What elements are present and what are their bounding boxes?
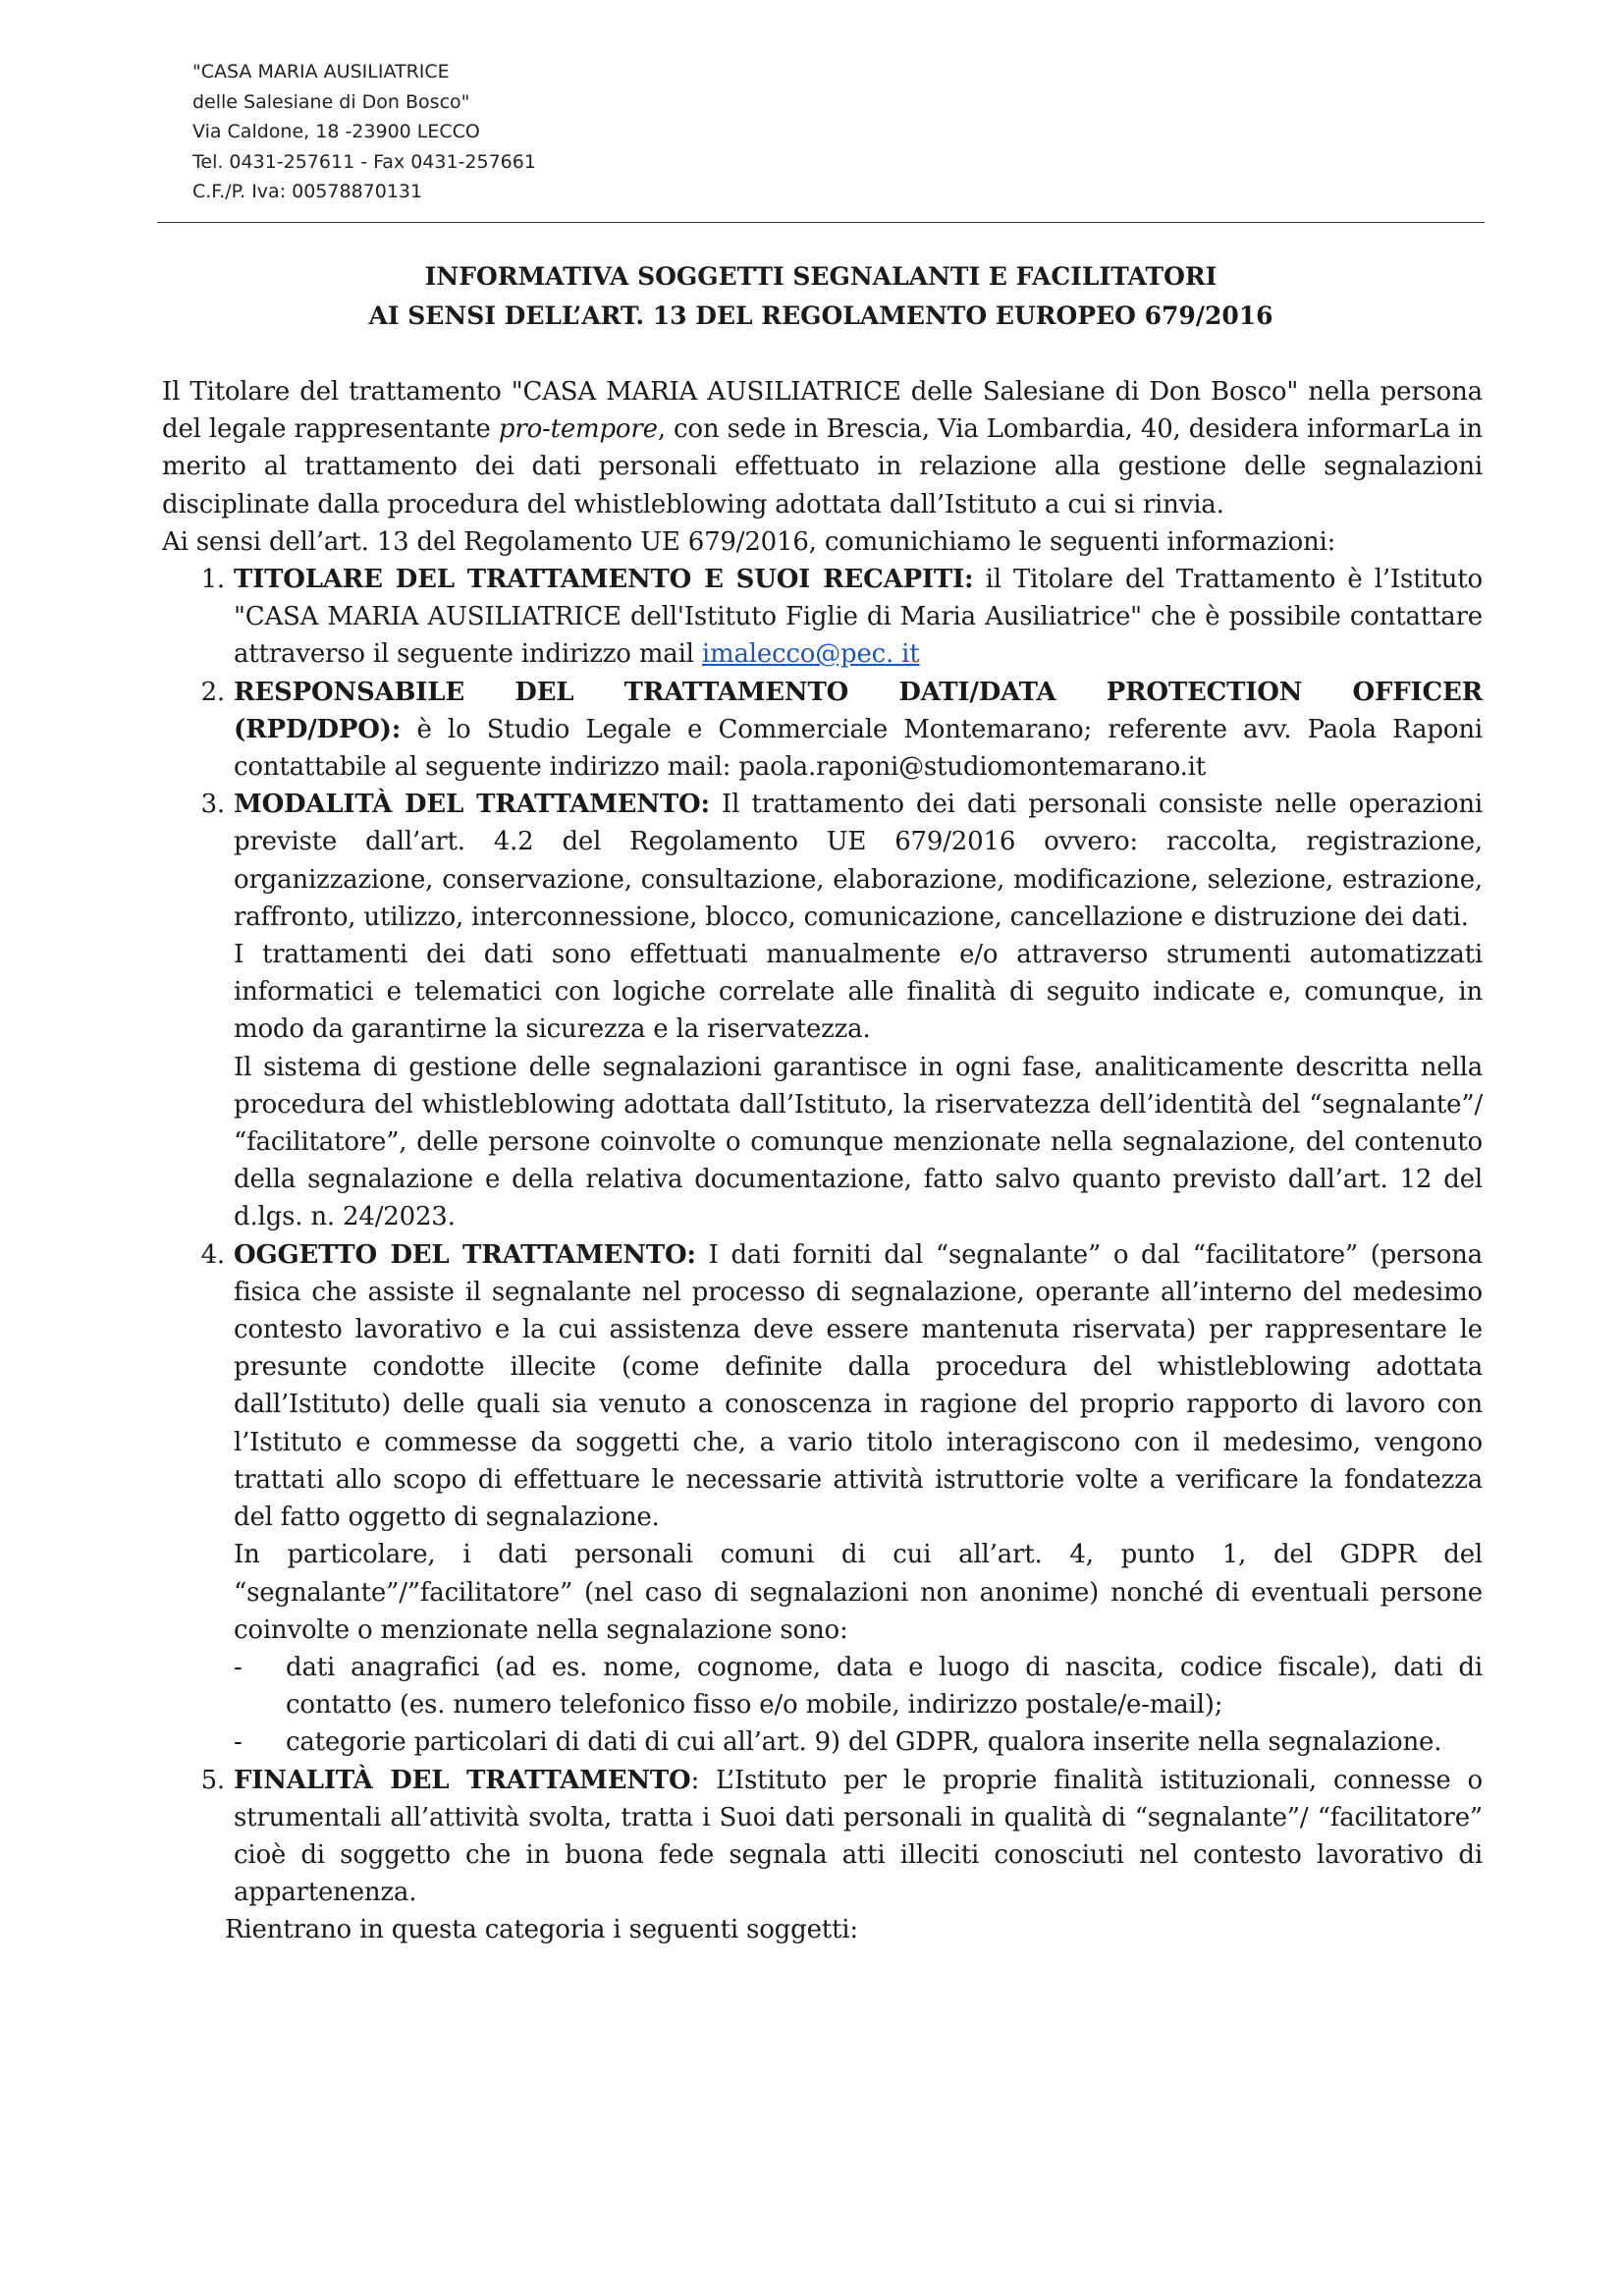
list-item: - dati anagrafici (ad es. nome, cognome, data e luogo di nascita, codice fiscale), dati di contatto (es. numero telefonico fisso e/o mobile, indirizzo postale/e-mail); [234, 1649, 1483, 1723]
intro-lead: Ai sensi dell’art. 13 del Regolamento UE 679/2016, comunichiamo le seguenti informazioni: [162, 526, 1336, 557]
letterhead-phone-fax: Tel. 0431-257611 - Fax 0431-257661 [192, 150, 536, 173]
section-heading: OGGETTO DEL TRATTAMENTO: [234, 1239, 696, 1270]
document-title-line-2: AI SENSI DELL’ART. 13 DEL REGOLAMENTO EUROPEO 679/2016 [368, 301, 1273, 330]
closing-paragraph: Rientrano in questa categoria i seguenti soggetti: [225, 1915, 858, 1945]
letterhead-address: Via Caldone, 18 -23900 LECCO [192, 121, 480, 142]
document-body [162, 373, 1483, 1949]
email-link[interactable]: imalecco@pec. it [701, 639, 920, 670]
section-number: 3. [200, 790, 225, 820]
section-number: 5. [200, 1765, 225, 1795]
list-item: - categorie particolari di dati di cui all’art. 9) del GDPR, qualora inserite nella segnalazione. [234, 1723, 1483, 1761]
letterhead-divider [157, 222, 1485, 223]
letterhead-tax-id: C.F./P. Iva: 00578870131 [192, 181, 423, 202]
intro-emphasis: pro-tempore [498, 414, 658, 445]
letterhead-org-subtitle: delle Salesiane di Don Bosco" [192, 90, 470, 113]
section-paragraph: I trattamenti dei dati sono effettuati manualmente e/o attraverso strumenti automatizzati informatici e telematici con logiche correlate alle finalità di seguito indicate e, comunque, in modo da garantirne la sicurezza e la riservatezza. [234, 940, 1483, 1045]
section-heading: MODALITÀ DEL TRATTAMENTO: [234, 790, 710, 820]
data-categories-list [234, 1649, 1483, 1762]
letterhead-org-name: "CASA MARIA AUSILIATRICE [192, 61, 450, 82]
section-4: 4. OGGETTO DEL TRATTAMENTO: I dati forniti dal “segnalante” o dal “facilitatore” (persona fisica che assiste il segnalante nel processo di segnalazione, operante all’interno del medesimo contesto lavorativo e la cui assistenza deve essere mantenuta riservata) per rappresentare le presunte condotte illecite (come definite dalla procedura del whistleblowing adottata dall’Istituto) delle quali sia venuto a conoscenza in ragione del proprio rapporto di lavoro con l’Istituto e commesse da soggetti che, a vario titolo interagiscono con il medesimo, vengono trattati allo scopo di effettuare le necessarie attività istruttorie volte a verificare la fondatezza del fatto oggetto di segnalazione. In particolare, i dati personali comuni di cui all’art. 4, punto 1, del GDPR del “segnalante”/”facilitatore” (nel caso di segnalazioni non anonime) nonché di eventuali persone coinvolte o menzionate nella segnalazione sono: - dati anagrafici (ad es. nome, cognome, data e luogo di nascita, codice fiscale), dati di contatto (es. numero telefonico fisso e/o mobile, indirizzo postale/e-mail); - categorie particolari di dati di cui all’art. 9) del GDPR, qualora inserite nella segnalazione. [162, 1236, 1483, 1762]
sections-list [162, 561, 1483, 1911]
document-title [157, 257, 1485, 336]
section-heading: FINALITÀ DEL TRATTAMENTO [234, 1765, 691, 1795]
intro-paragraph: Il Titolare del trattamento "CASA MARIA AUSILIATRICE delle Salesiane di Don Bosco" nella persona del legale rappresentante pro-tempore, con sede in Brescia, Via Lombardia, 40, desidera informarLa in merito al trattamento dei dati personali effettuato in relazione alla gestione delle segnalazioni disciplinate dalla procedura del whistleblowing adottata dall’Istituto a cui si rinvia. [162, 377, 1483, 519]
section-paragraph: In particolare, i dati personali comuni di cui all’art. 4, punto 1, del GDPR del “segnalante”/”facilitatore” (nel caso di segnalazioni non anonime) nonché di eventuali persone coinvolte o menzionate nella segnalazione sono: [234, 1540, 1483, 1645]
section-heading: TITOLARE DEL TRATTAMENTO E SUOI RECAPITI: [234, 565, 974, 595]
section-5: 5. FINALITÀ DEL TRATTAMENTO: L’Istituto per le proprie finalità istituzionali, connesse o strumentali all’attività svolta, tratta i Suoi dati personali in qualità di “segnalante”/ “facilitatore” cioè di soggetto che in buona fede segnala atti illeciti conosciuti nel contesto lavorativo di appartenenza. [162, 1762, 1483, 1912]
document-title-line-1: INFORMATIVA SOGGETTI SEGNALANTI E FACILITATORI [424, 262, 1217, 291]
letterhead [192, 57, 536, 207]
section-2: 2. RESPONSABILE DEL TRATTAMENTO DATI/DATA PROTECTION OFFICER (RPD/DPO): è lo Studio Legale e Commerciale Montemarano; referente avv. Paola Raponi contattabile al seguente indirizzo mail: paola.raponi@studiomontemarano.it [162, 674, 1483, 787]
section-3: 3. MODALITÀ DEL TRATTAMENTO: Il trattamento dei dati personali consiste nelle operazioni previste dall’art. 4.2 del Regolamento UE 679/2016 ovvero: raccolta, registrazione, organizzazione, conservazione, consultazione, elaborazione, modificazione, selezione, estrazione, raffronto, utilizzo, interconnessione, blocco, comunicazione, cancellazione e distruzione dei dati. I trattamenti dei dati sono effettuati manualmente e/o attraverso strumenti automatizzati informatici e telematici con logiche correlate alle finalità di seguito indicate e, comunque, in modo da garantirne la sicurezza e la riservatezza. Il sistema di gestione delle segnalazioni garantisce in ogni fase, analiticamente descritta nella procedura del whistleblowing adottata dall’Istituto, la riservatezza dell’identità del “segnalante”/ “facilitatore”, delle persone coinvolte o comunque menzionate nella segnalazione, del contenuto della segnalazione e della relativa documentazione, fatto salvo quanto previsto dall’art. 12 del d.lgs. n. 24/2023. [162, 786, 1483, 1235]
section-number: 4. [200, 1239, 225, 1270]
section-number: 1. [200, 565, 225, 595]
section-heading: RESPONSABILE DEL TRATTAMENTO DATI/DATA PROTECTION OFFICER [234, 677, 1483, 707]
section-number: 2. [200, 677, 225, 707]
section-paragraph: Il sistema di gestione delle segnalazioni garantisce in ogni fase, analiticamente descritta nella procedura del whistleblowing adottata dall’Istituto, la riservatezza dell’identità del “segnalante”/ “facilitatore”, delle persone coinvolte o comunque menzionate nella segnalazione, del contenuto della segnalazione e della relativa documentazione, fatto salvo quanto previsto dall’art. 12 del d.lgs. n. 24/2023. [234, 1052, 1483, 1232]
section-1: 1. TITOLARE DEL TRATTAMENTO E SUOI RECAPITI: il Titolare del Trattamento è l’Istituto "CASA MARIA AUSILIATRICE dell'Istituto Figlie di Maria Ausiliatrice" che è possibile contattare attraverso il seguente indirizzo mail imalecco@pec. it [162, 561, 1483, 674]
section-heading-cont: (RPD/DPO): [234, 714, 402, 744]
